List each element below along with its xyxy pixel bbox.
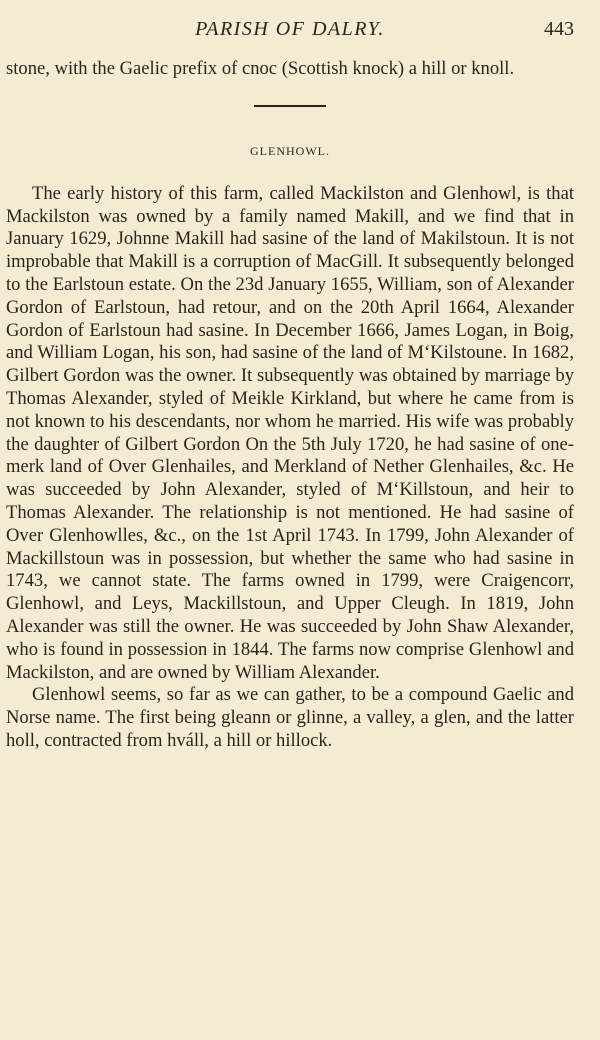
body-paragraph: The early history of this farm, called Mackilston and Glenhowl, is that Mackilston was owned by a family named Makill, and we find that in January 1629, Johnne Makill had sasine of the land of Makilstoun. It is not improbable that Makill is a corruption of MacGill. It subsequently belonged to the Earlstoun estate. On the 23d January 1655, William, son of Alexander Gordon of Earlstoun, had retour, and on the 20th April 1664, Alexander Gordon of Earlstoun had sasine. In December 1666, James Logan, in Boig, and William Logan, his son, had sasine of the land of M‘Kilstoune. In 1682, Gilbert Gordon was the owner. It subsequently was obtained by marriage by Thomas Alexander, styled of Meikle Kirkland, but where he came from is not known to his descendants, nor whom he married. His wife was probably the daughter of Gilbert Gordon On the 5th July 1720, he had sasine of one-merk land of Over Glenhailes, and Merkland of Nether Glenhailes, &c. He was succeeded by John Alexander, styled of M‘Killstoun, and heir to Thomas Alexander. The relationship is not mentioned. He had sasine of Over Glenhowlles, &c., on the 1st April 1743. In 1799, John Alexander of Mackillstoun was in possession, but whether the same who had sasine in 1743, we cannot state. The farms owned in 1799, were Craigencorr, Glenhowl, and Leys, Mackillstoun, and Upper Cleugh. In 1819, John Alexander was still the owner. He was succeeded by John Shaw Alexander, who is found in possession in 1844. The farms now comprise Glenhowl and Mackilston, and are owned by William Alexander. [6, 182, 574, 683]
page-number: 443 [544, 18, 574, 40]
body-paragraph: Glenhowl seems, so far as we can gather, to be a compound Gaelic and Norse name. The first being gleann or glinne, a valley, a glen, and the latter holl, contracted from hváll, a hill or hillock. [6, 684, 574, 751]
section-title: GLENHOWL. [250, 143, 330, 158]
running-head: PARISH OF DALRY. [195, 18, 385, 40]
section-divider [254, 105, 326, 107]
page-header [6, 14, 574, 46]
continued-paragraph: stone, with the Gaelic prefix of cnoc (Scottish knock) a hill or knoll. [6, 58, 515, 79]
